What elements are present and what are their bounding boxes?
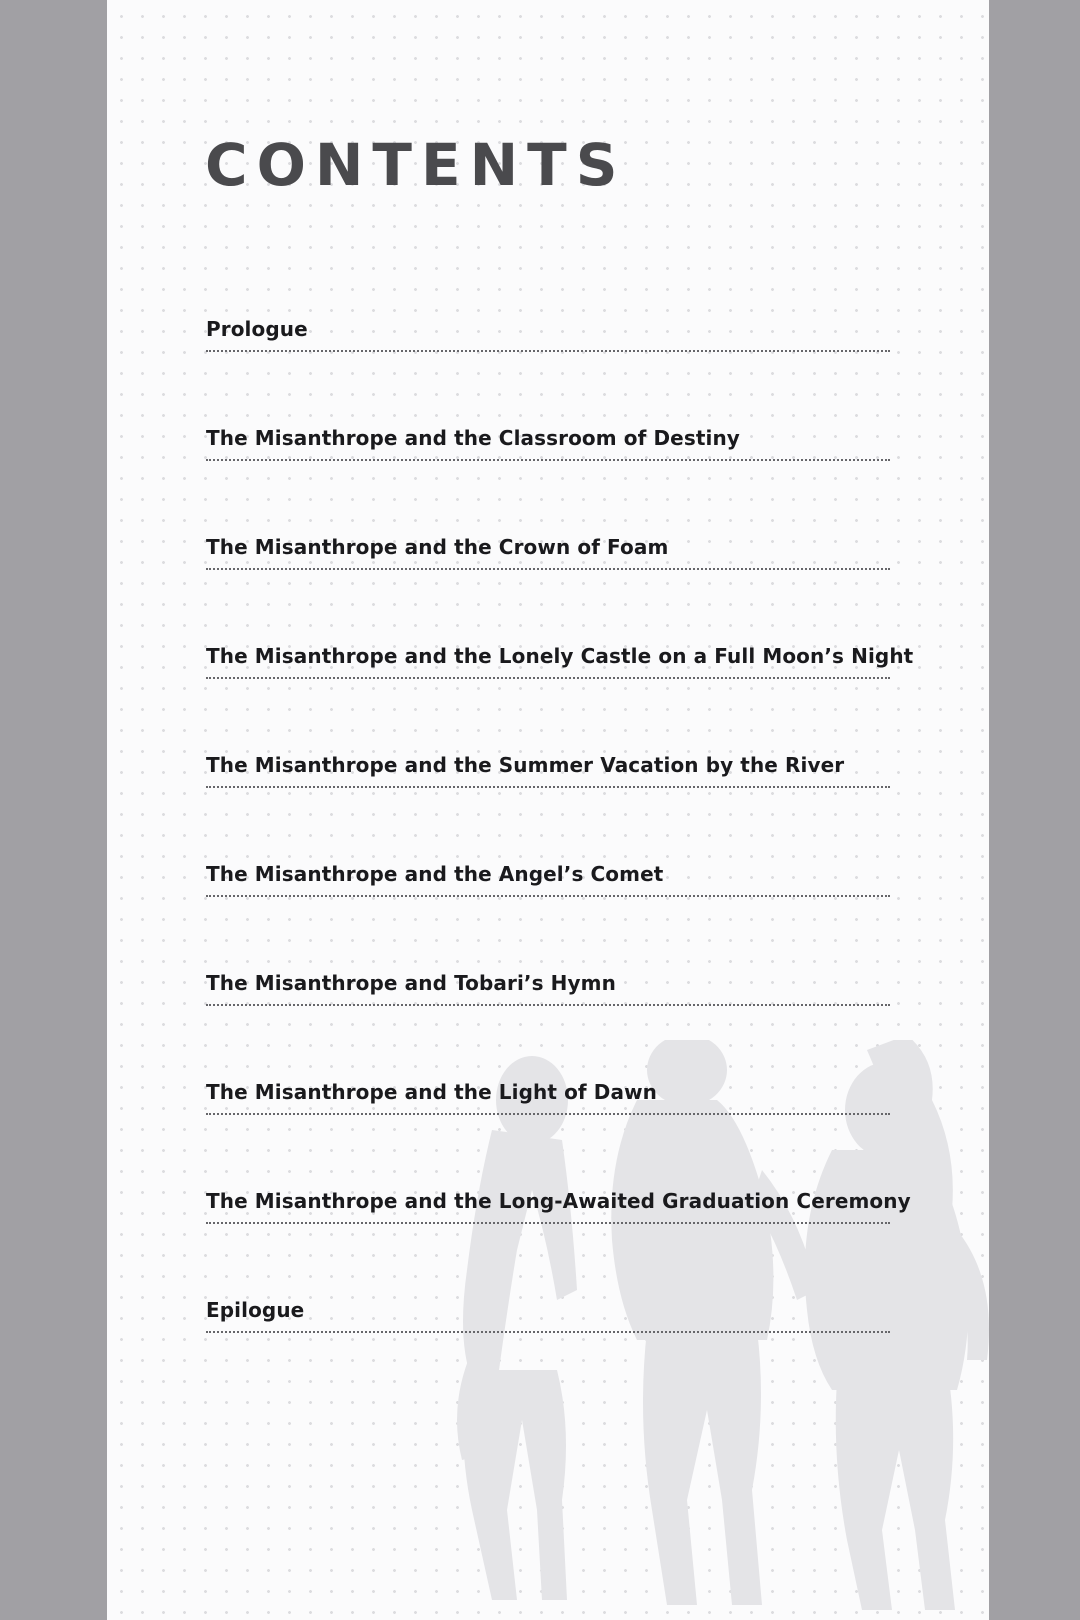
dotted-rule [206,895,890,897]
toc-entry-prologue[interactable] [206,300,890,409]
page-title: CONTENTS [205,131,627,199]
toc-entry-label: Epilogue [206,1298,305,1322]
toc-entry-label: The Misanthrope and the Light of Dawn [206,1080,657,1104]
toc-entry-chapter-6[interactable] [206,954,890,1063]
dotted-rule [206,350,890,352]
toc-entry-chapter-4[interactable] [206,736,890,845]
toc-entry-label: The Misanthrope and the Crown of Foam [206,535,669,559]
book-page [107,0,989,1620]
toc-entry-label: The Misanthrope and the Classroom of Destiny [206,426,740,450]
dotted-rule [206,786,890,788]
dotted-rule [206,1331,890,1333]
dotted-rule [206,459,890,461]
toc-entry-label: The Misanthrope and the Long-Awaited Graduation Ceremony [206,1189,911,1213]
toc-entry-label: The Misanthrope and the Angel’s Comet [206,862,664,886]
dotted-rule [206,1004,890,1006]
toc-entry-chapter-8[interactable] [206,1172,911,1281]
toc-entry-chapter-2[interactable] [206,518,890,627]
dotted-rule [206,1113,890,1115]
toc-entry-label: The Misanthrope and the Summer Vacation by the River [206,753,845,777]
dotted-rule [206,677,890,679]
toc-entry-epilogue[interactable] [206,1281,890,1390]
toc-entry-chapter-1[interactable] [206,409,890,518]
toc-entry-label: Prologue [206,317,308,341]
toc-entry-label: The Misanthrope and Tobari’s Hymn [206,971,616,995]
toc-entry-chapter-3[interactable] [206,627,914,736]
toc-entry-chapter-7[interactable] [206,1063,890,1172]
toc-entry-label: The Misanthrope and the Lonely Castle on a Full Moon’s Night [206,644,914,668]
toc-entry-chapter-5[interactable] [206,845,890,954]
dotted-rule [206,568,890,570]
dotted-rule [206,1222,890,1224]
table-of-contents [206,300,914,1390]
